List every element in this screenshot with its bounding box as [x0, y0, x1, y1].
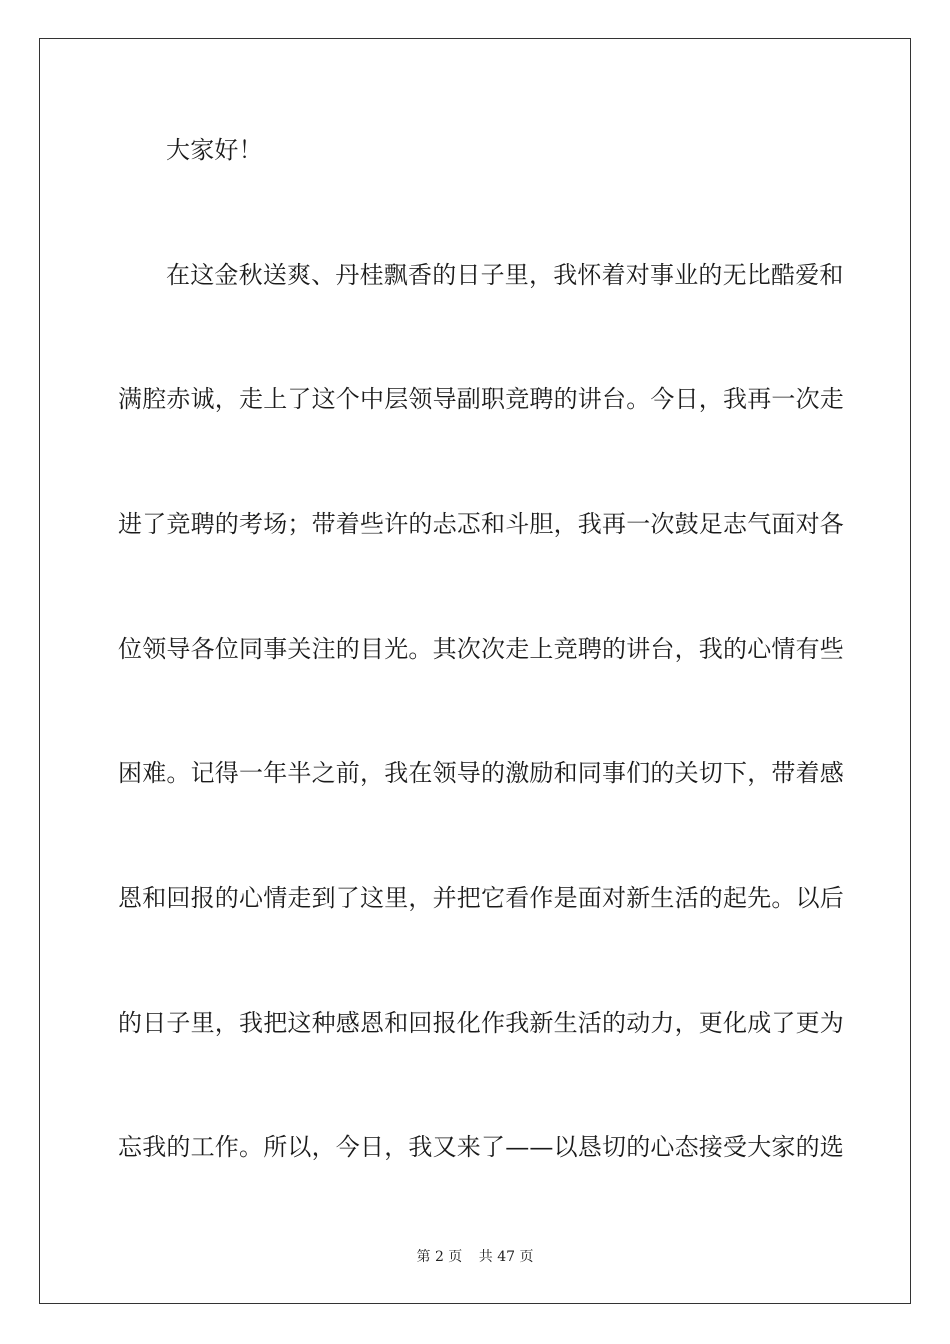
body-line-3: 进了竞聘的考场；带着些许的忐忑和斗胆，我再一次鼓足志气面对各: [118, 510, 844, 538]
page-total: 共 47 页: [478, 1249, 534, 1265]
page-border: [39, 38, 911, 1304]
body-line-2: 满腔赤诚，走上了这个中层领导副职竞聘的讲台。今日，我再一次走: [118, 385, 844, 413]
greeting-line: 大家好！: [166, 136, 263, 164]
body-line-4: 位领导各位同事关注的目光。其次次走上竞聘的讲台，我的心情有些: [118, 635, 844, 663]
body-line-1: 在这金秋送爽、丹桂飘香的日子里，我怀着对事业的无比酷爱和: [166, 261, 844, 289]
body-line-7: 的日子里，我把这种感恩和回报化作我新生活的动力，更化成了更为: [118, 1009, 844, 1037]
body-line-5: 困难。记得一年半之前，我在领导的激励和同事们的关切下，带着感: [118, 759, 844, 787]
body-line-6: 恩和回报的心情走到了这里，并把它看作是面对新生活的起先。以后: [118, 884, 844, 912]
page-number: 第 2 页: [416, 1249, 463, 1265]
page-footer: [0, 1248, 950, 1266]
body-line-8: 忘我的工作。所以，今日，我又来了——以恳切的心态接受大家的选: [118, 1133, 844, 1161]
